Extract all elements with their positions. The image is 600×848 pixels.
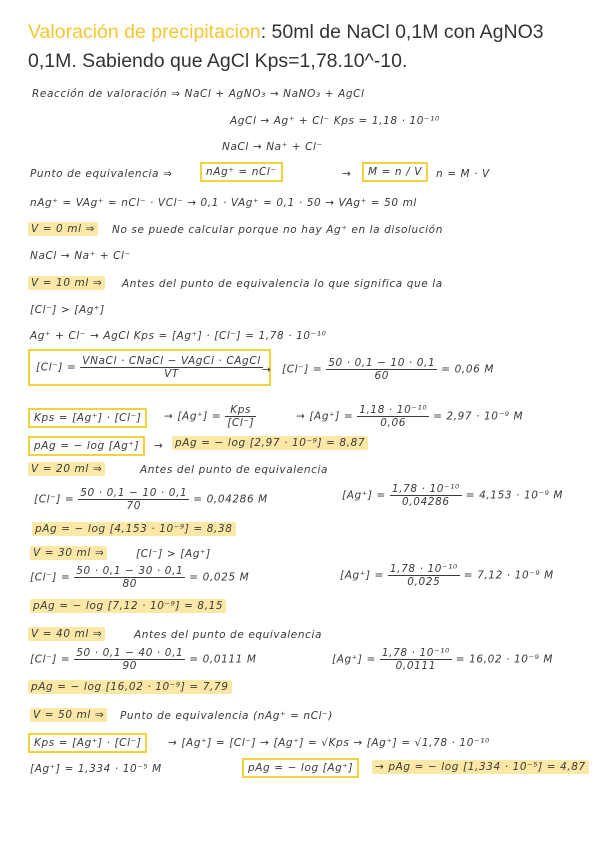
- page-header: [28, 18, 578, 76]
- numerator: 1,18 · 10⁻¹⁰: [359, 404, 428, 416]
- result: = 0,0111 M: [189, 653, 257, 666]
- silver-v30-calc: [340, 563, 554, 588]
- page-title: Valoración de precipitacion: [28, 21, 261, 43]
- denominator: 70: [126, 500, 142, 512]
- formula-lhs: [Cl⁻] =: [282, 363, 323, 376]
- pag-definition-box: [28, 436, 145, 456]
- fraction: [326, 357, 437, 382]
- nacl-dissociation-line: NaCl → Na⁺ + Cl⁻: [222, 141, 323, 153]
- kps-box: [28, 408, 147, 428]
- silver-v10-calc: [296, 404, 523, 429]
- fraction: [380, 647, 452, 672]
- equivalence-volume-line: nAg⁺ = VAg⁺ = nCl⁻ · VCl⁻ → 0,1 · VAg⁺ = 0,1 · 50 → VAg⁺ = 50 ml: [30, 197, 417, 209]
- step-v40-text: Antes del punto de equivalencia: [134, 629, 323, 641]
- result: = 2,97 · 10⁻⁹ M: [433, 410, 524, 423]
- silver-from-kps: [164, 404, 256, 429]
- numerator: 50 · 0,1 − 40 · 0,1: [76, 647, 184, 659]
- denominator: [Cl⁻]: [227, 417, 255, 429]
- step-v0-label: V = 0 ml ⇒: [28, 222, 98, 236]
- pag-v10-result: pAg = − log [2,97 · 10⁻⁹] = 8,87: [172, 436, 368, 450]
- step-v30-label: V = 30 ml ⇒: [30, 546, 107, 560]
- chloride-v20-calc: [34, 487, 268, 512]
- fraction: [357, 404, 429, 429]
- arrow-icon: →: [342, 168, 352, 180]
- numerator: VNaCl · CNaCl − VAgCl · CAgCl: [82, 355, 261, 367]
- formula-lhs: [Cl⁻] =: [30, 571, 71, 584]
- equivalence-condition-box: [200, 162, 283, 182]
- result: = 7,12 · 10⁻⁹ M: [463, 569, 554, 582]
- molarity-formula-box: [362, 162, 428, 182]
- fraction: [74, 565, 185, 590]
- result: = 0,06 M: [441, 363, 494, 376]
- step-v20-text: Antes del punto de equivalencia: [140, 464, 329, 476]
- step-v30-text: [Cl⁻] > [Ag⁺]: [136, 548, 211, 560]
- label: → [Ag⁺] =: [296, 410, 354, 423]
- concentration-comparison: [Cl⁻] > [Ag⁺]: [30, 304, 105, 316]
- kps-expression-line: Ag⁺ + Cl⁻ → AgCl Kps = [Ag⁺] · [Cl⁻] = 1,78 · 10⁻¹⁰: [30, 330, 327, 342]
- denominator: 0,025: [407, 576, 441, 588]
- chloride-v10-calc: [282, 357, 494, 382]
- fraction: [74, 647, 185, 672]
- denominator: 0,04286: [402, 496, 450, 508]
- step-v0-text: No se puede calcular porque no hay Ag⁺ en la disolución: [112, 224, 443, 236]
- molarity-formula: M = n / V: [368, 166, 422, 178]
- formula-lhs: [Cl⁻] =: [30, 653, 71, 666]
- silver-v40-calc: [332, 647, 553, 672]
- formula-lhs: [Cl⁻] =: [36, 361, 77, 374]
- problem-statement: : 50ml de NaCl 0,1M con AgNO3 0,1M. Sabiendo que AgCl Kps=1,78.10^-10.: [28, 21, 544, 72]
- pag-v50-result: → pAg = − log [1,334 · 10⁻⁵] = 4,87: [372, 760, 589, 774]
- pag-definition-box-2: [242, 758, 359, 778]
- pag-definition: pAg = − log [Ag⁺]: [34, 440, 140, 452]
- denominator: VT: [164, 368, 179, 380]
- numerator: 50 · 0,1 − 10 · 0,1: [328, 357, 436, 369]
- step-v50-label: V = 50 ml ⇒: [30, 708, 107, 722]
- fraction: [388, 563, 460, 588]
- chloride-v30-calc: [30, 565, 249, 590]
- result: = 16,02 · 10⁻⁹ M: [455, 653, 554, 666]
- numerator: Kps: [225, 404, 256, 417]
- kps-expression: Kps = [Ag⁺] · [Cl⁻]: [34, 737, 142, 749]
- nacl-dissociation-line-2: NaCl → Na⁺ + Cl⁻: [30, 250, 131, 262]
- step-v40-label: V = 40 ml ⇒: [28, 627, 105, 641]
- silver-v50-result: [Ag⁺] = 1,334 · 10⁻⁵ M: [30, 763, 162, 775]
- denominator: 60: [374, 370, 390, 382]
- formula-lhs: [Ag⁺] =: [332, 653, 376, 666]
- equivalence-silver-chain: → [Ag⁺] = [Cl⁻] → [Ag⁺] = √Kps → [Ag⁺] = √1,78 · 10⁻¹⁰: [168, 737, 490, 749]
- numerator: 50 · 0,1 − 10 · 0,1: [80, 487, 188, 499]
- kps-expression: Kps = [Ag⁺] · [Cl⁻]: [34, 412, 142, 424]
- fraction: [225, 404, 256, 429]
- step-v50-text: Punto de equivalencia (nAg⁺ = nCl⁻): [120, 710, 333, 722]
- chloride-v40-calc: [30, 647, 257, 672]
- step-v20-label: V = 20 ml ⇒: [28, 462, 105, 476]
- denominator: 90: [122, 660, 138, 672]
- pag-v20-result: pAg = − log [4,153 · 10⁻⁹] = 8,38: [32, 522, 236, 536]
- equivalence-condition: nAg⁺ = nCl⁻: [206, 166, 277, 178]
- reaction-line: Reacción de valoración ⇒ NaCl + AgNO₃ → NaNO₃ + AgCl: [32, 88, 365, 100]
- numerator: 50 · 0,1 − 30 · 0,1: [76, 565, 184, 577]
- pag-v30-result: pAg = − log [7,12 · 10⁻⁹] = 8,15: [30, 599, 226, 613]
- chloride-general-formula-box: [28, 349, 271, 386]
- arrow-icon: →: [154, 440, 164, 452]
- formula-lhs: [Ag⁺] =: [342, 489, 386, 502]
- step-v10-label: V = 10 ml ⇒: [28, 276, 105, 290]
- numerator: 1,78 · 10⁻¹⁰: [389, 563, 458, 575]
- label: → [Ag⁺] =: [164, 410, 222, 423]
- result: = 0,04286 M: [193, 493, 268, 506]
- moles-formula: n = M · V: [436, 168, 490, 180]
- fraction: [78, 487, 189, 512]
- result: = 0,025 M: [189, 571, 250, 584]
- numerator: 1,78 · 10⁻¹⁰: [391, 483, 460, 495]
- arrow-icon: →: [262, 364, 272, 376]
- pag-definition: pAg = − log [Ag⁺]: [248, 762, 354, 774]
- denominator: 80: [122, 578, 138, 590]
- formula-lhs: [Ag⁺] =: [340, 569, 384, 582]
- equivalence-label: Punto de equivalencia ⇒: [30, 168, 173, 180]
- denominator: 0,0111: [395, 660, 436, 672]
- fraction: [390, 483, 462, 508]
- result: = 4,153 · 10⁻⁹ M: [465, 489, 564, 502]
- kps-box-2: [28, 733, 147, 753]
- step-v10-text: Antes del punto de equivalencia lo que significa que la: [122, 278, 443, 290]
- denominator: 0,06: [380, 417, 407, 429]
- formula-lhs: [Cl⁻] =: [34, 493, 75, 506]
- numerator: 1,78 · 10⁻¹⁰: [381, 647, 450, 659]
- pag-v40-result: pAg = − log [16,02 · 10⁻⁹] = 7,79: [28, 680, 232, 694]
- fraction: [80, 355, 262, 380]
- agcl-dissociation-line: AgCl → Ag⁺ + Cl⁻ Kps = 1,18 · 10⁻¹⁰: [230, 115, 440, 127]
- silver-v20-calc: [342, 483, 563, 508]
